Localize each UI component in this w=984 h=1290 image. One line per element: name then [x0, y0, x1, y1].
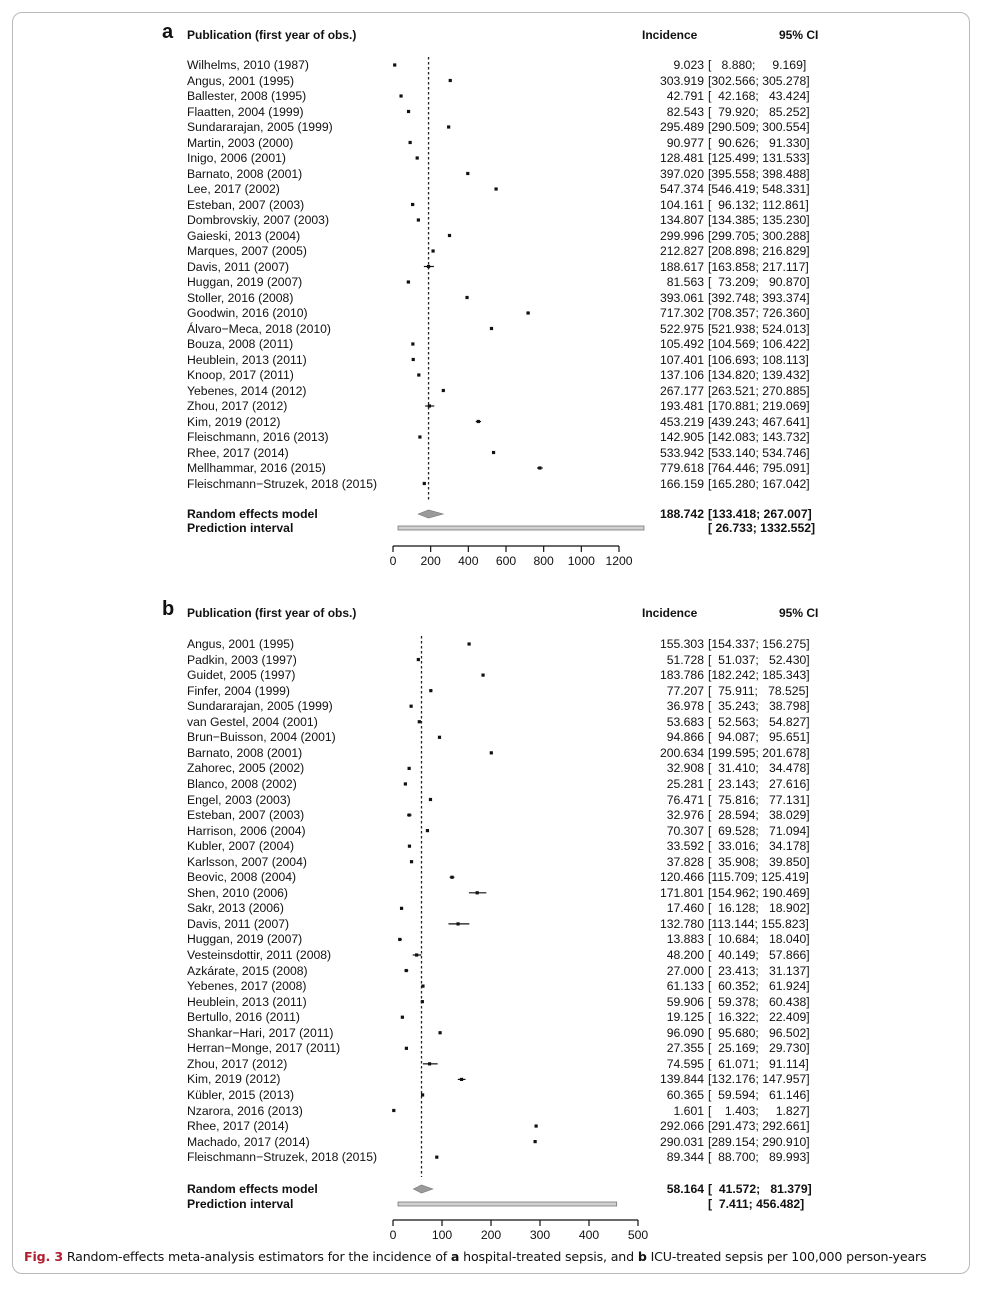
x-tick-label: 200 — [420, 554, 441, 568]
study-label: Zahorec, 2005 (2002) — [187, 761, 305, 776]
study-label: Rhee, 2017 (2014) — [187, 445, 289, 460]
study-ci: [ 52.563; 54.827] — [708, 714, 810, 729]
x-tick-label: 800 — [533, 554, 554, 568]
x-tick-label: 1000 — [567, 554, 595, 568]
study-ci: [ 90.626; 91.330] — [708, 135, 810, 150]
panel-letter-a: a — [162, 21, 174, 43]
study-estimate: 303.919 — [659, 73, 704, 88]
study-estimate: 76.471 — [666, 792, 704, 807]
study-ci: [ 25.169; 29.730] — [708, 1041, 810, 1056]
study-estimate: 292.066 — [659, 1119, 704, 1134]
study-label: Huggan, 2019 (2007) — [187, 932, 303, 947]
study-label: Barnato, 2008 (2001) — [187, 745, 303, 760]
study-point — [438, 736, 441, 739]
study-estimate: 295.489 — [659, 120, 704, 134]
study-ci: [ 35.243; 38.798] — [708, 699, 810, 714]
study-ci: [106.693; 108.113] — [708, 352, 809, 367]
study-estimate: 70.307 — [666, 823, 704, 838]
study-label: Guidet, 2005 (1997) — [187, 668, 296, 683]
study-estimate: 200.634 — [659, 745, 704, 760]
study-point — [421, 985, 424, 988]
study-ci: [ 60.352; 61.924] — [708, 979, 810, 994]
study-label: Kübler, 2015 (2013) — [187, 1087, 295, 1102]
study-label: Angus, 2001 (1995) — [187, 637, 295, 651]
study-label: Beovic, 2008 (2004) — [187, 870, 297, 885]
study-ci: [ 75.911; 78.525] — [708, 683, 809, 698]
study-ci: [ 10.684; 18.040] — [708, 932, 810, 947]
study-label: Inigo, 2006 (2001) — [187, 151, 286, 165]
study-estimate: 94.866 — [666, 730, 704, 745]
study-label: Martin, 2003 (2000) — [187, 135, 294, 150]
study-point — [417, 658, 420, 661]
study-label: Herran−Monge, 2017 (2011) — [187, 1041, 341, 1056]
study-ci: [ 88.700; 89.993] — [708, 1150, 810, 1165]
study-label: Huggan, 2019 (2007) — [187, 275, 303, 289]
study-estimate: 1.601 — [673, 1103, 704, 1118]
study-label: Mellhammar, 2016 (2015) — [187, 461, 326, 475]
study-ci: [125.499; 131.533] — [708, 151, 810, 165]
study-label: Álvaro−Meca, 2018 (2010) — [187, 321, 331, 336]
study-label: Davis, 2011 (2007) — [187, 259, 290, 274]
study-ci: [ 95.680; 96.502] — [708, 1025, 810, 1040]
study-label: Lee, 2017 (2002) — [187, 182, 280, 196]
study-point — [401, 1016, 404, 1019]
study-ci: [ 79.920; 85.252] — [708, 104, 810, 119]
study-label: Shen, 2010 (2006) — [187, 885, 288, 900]
study-label: Karlsson, 2007 (2004) — [187, 854, 307, 869]
model-estimate: 58.164 — [666, 1182, 704, 1196]
study-label: Blanco, 2008 (2002) — [187, 776, 297, 791]
study-estimate: 212.827 — [659, 244, 704, 258]
study-point — [408, 767, 411, 770]
study-label: Machado, 2017 (2014) — [187, 1134, 310, 1149]
study-estimate: 77.207 — [666, 683, 704, 698]
study-ci: [165.280; 167.042] — [708, 476, 810, 491]
study-point — [405, 969, 408, 972]
study-ci: [134.820; 139.432] — [708, 368, 810, 382]
study-ci: [299.705; 300.288] — [708, 228, 810, 243]
study-ci: [395.558; 398.488] — [708, 166, 810, 181]
study-label: Esteban, 2007 (2003) — [187, 808, 305, 823]
caption-mid: hospital-treated sepsis, and — [459, 1249, 638, 1264]
study-ci: [521.938; 524.013] — [708, 321, 810, 336]
study-estimate: 522.975 — [659, 321, 704, 336]
study-point — [428, 1062, 431, 1065]
study-estimate: 74.595 — [666, 1056, 704, 1071]
pooled-diamond — [413, 1185, 433, 1193]
study-ci: [115.709; 125.419] — [708, 870, 809, 885]
study-ci: [104.569; 106.422] — [708, 337, 810, 351]
study-estimate: 188.617 — [659, 259, 704, 274]
study-label: Rhee, 2017 (2014) — [187, 1119, 289, 1134]
study-point — [408, 813, 411, 816]
study-label: Azkárate, 2015 (2008) — [187, 963, 308, 978]
study-estimate: 132.780 — [659, 916, 704, 931]
study-ci: [ 31.410; 34.478] — [708, 761, 810, 776]
study-estimate: 27.000 — [666, 963, 704, 978]
study-label: Heublein, 2013 (2011) — [187, 994, 307, 1009]
study-point — [490, 751, 493, 754]
study-estimate: 137.106 — [659, 368, 704, 382]
study-ci: [546.419; 548.331] — [708, 182, 810, 196]
study-point — [392, 1109, 395, 1112]
prediction-ci: [ 7.411; 456.482] — [708, 1197, 805, 1211]
study-point — [429, 689, 432, 692]
study-label: Engel, 2003 (2003) — [187, 792, 291, 807]
study-estimate: 81.563 — [666, 275, 704, 289]
study-ci: [ 16.128; 18.902] — [708, 901, 810, 916]
study-estimate: 120.466 — [659, 870, 704, 885]
study-label: Yebenes, 2014 (2012) — [187, 383, 307, 398]
study-label: Ballester, 2008 (1995) — [187, 89, 307, 103]
study-ci: [302.566; 305.278] — [708, 73, 810, 88]
study-estimate: 32.908 — [666, 761, 704, 776]
study-label: Sundararajan, 2005 (1999) — [187, 120, 333, 134]
study-label: van Gestel, 2004 (2001) — [187, 714, 318, 729]
study-ci: [ 23.143; 27.616] — [708, 776, 810, 791]
study-label: Dombrovskiy, 2007 (2003) — [187, 213, 330, 227]
study-label: Knoop, 2017 (2011) — [187, 368, 294, 382]
study-ci: [142.083; 143.732] — [708, 430, 810, 444]
study-label: Nzarora, 2016 (2013) — [187, 1103, 303, 1118]
study-point — [429, 798, 432, 801]
study-estimate: 48.200 — [666, 948, 704, 962]
model-ci: [133.418; 267.007] — [708, 507, 812, 521]
study-label: Sakr, 2013 (2006) — [187, 901, 284, 916]
study-estimate: 290.031 — [659, 1134, 704, 1149]
study-estimate: 60.365 — [666, 1087, 704, 1102]
model-label: Random effects model — [187, 507, 318, 521]
study-label: Yebenes, 2017 (2008) — [187, 979, 307, 994]
figure-caption — [24, 1249, 926, 1264]
study-point — [421, 1000, 424, 1003]
study-label: Esteban, 2007 (2003) — [187, 197, 305, 212]
study-ci: [ 94.087; 95.651] — [708, 730, 810, 745]
study-ci: [170.881; 219.069] — [708, 399, 810, 413]
study-point — [426, 829, 429, 832]
x-tick-label: 400 — [458, 554, 479, 568]
study-estimate: 17.460 — [666, 901, 704, 916]
study-estimate: 32.976 — [666, 808, 704, 823]
study-estimate: 453.219 — [659, 414, 704, 429]
study-ci: [ 1.403; 1.827] — [708, 1103, 810, 1118]
prediction-label: Prediction interval — [187, 521, 294, 535]
panel-letter-b: b — [162, 598, 175, 620]
study-point — [438, 1031, 441, 1034]
x-tick-label: 600 — [495, 554, 517, 568]
study-point — [410, 705, 413, 708]
study-label: Kim, 2019 (2012) — [187, 414, 281, 429]
study-point — [534, 1140, 537, 1143]
study-estimate: 155.303 — [659, 637, 704, 651]
study-label: Kubler, 2007 (2004) — [187, 839, 295, 854]
study-label: Barnato, 2008 (2001) — [187, 166, 303, 181]
study-ci: [ 51.037; 52.430] — [708, 652, 810, 667]
ci-column-header: 95% CI — [779, 606, 819, 620]
study-label: Fleischmann, 2016 (2013) — [187, 430, 329, 444]
study-estimate: 547.374 — [659, 182, 704, 196]
estimate-column-header: Incidence — [642, 28, 698, 42]
study-estimate: 134.807 — [659, 213, 704, 227]
study-label: Stoller, 2016 (2008) — [187, 290, 294, 305]
study-ci: [ 59.378; 60.438] — [708, 994, 810, 1009]
study-estimate: 267.177 — [659, 383, 704, 398]
study-label: Marques, 2007 (2005) — [187, 244, 307, 258]
study-ci: [ 35.908; 39.850] — [708, 854, 810, 869]
study-point — [481, 674, 484, 677]
study-estimate: 142.905 — [659, 430, 704, 444]
prediction-ci: [ 26.733; 1332.552] — [708, 521, 816, 535]
ci-column-header: 95% CI — [779, 28, 819, 42]
study-ci: [182.242; 185.343] — [708, 668, 810, 683]
study-ci: [263.521; 270.885] — [708, 383, 810, 398]
study-ci: [ 96.132; 112.861] — [708, 197, 809, 212]
study-label: Goodwin, 2016 (2010) — [187, 306, 308, 320]
study-ci: [ 61.071; 91.114] — [708, 1056, 809, 1071]
study-estimate: 19.125 — [666, 1010, 704, 1025]
study-label: Angus, 2001 (1995) — [187, 73, 295, 88]
study-label: Bouza, 2008 (2011) — [187, 337, 294, 351]
study-ci: [163.858; 217.117] — [708, 259, 809, 274]
study-ci: [ 40.149; 57.866] — [708, 948, 810, 962]
study-point — [410, 860, 413, 863]
study-point — [435, 1156, 438, 1159]
study-estimate: 128.481 — [659, 151, 704, 165]
caption-label: Fig. 3 — [24, 1249, 63, 1264]
study-point — [400, 907, 403, 910]
study-point — [418, 720, 421, 723]
study-point — [535, 1124, 538, 1127]
study-estimate: 171.801 — [659, 885, 704, 900]
study-estimate: 397.020 — [659, 166, 704, 181]
study-label: Flaatten, 2004 (1999) — [187, 104, 304, 119]
study-label: Padkin, 2003 (1997) — [187, 652, 297, 667]
study-point — [450, 876, 453, 879]
study-ci: [289.154; 290.910] — [708, 1134, 810, 1149]
study-ci: [ 73.209; 90.870] — [708, 275, 810, 289]
caption-b: b — [637, 1249, 647, 1264]
study-estimate: 139.844 — [659, 1072, 704, 1087]
study-column-header: Publication (first year of obs.) — [187, 606, 357, 620]
caption-post: ICU-treated sepsis per 100,000 person-years — [646, 1249, 927, 1264]
x-tick-label: 0 — [389, 1228, 397, 1242]
study-estimate: 33.592 — [666, 839, 704, 854]
study-ci: [ 8.880; 9.169] — [708, 58, 807, 72]
x-tick-label: 300 — [529, 1228, 551, 1242]
study-estimate: 96.090 — [666, 1025, 704, 1040]
estimate-column-header: Incidence — [642, 606, 698, 620]
model-ci: [ 41.572; 81.379] — [708, 1182, 812, 1196]
prediction-label: Prediction interval — [187, 1197, 294, 1211]
x-tick-label: 200 — [480, 1228, 502, 1242]
study-label: Bertullo, 2016 (2011) — [187, 1010, 300, 1025]
x-tick-label: 100 — [431, 1228, 453, 1242]
study-estimate: 717.302 — [659, 306, 704, 320]
study-estimate: 61.133 — [666, 979, 704, 994]
study-ci: [290.509; 300.554] — [708, 120, 810, 134]
study-ci: [392.748; 393.374] — [708, 290, 810, 305]
study-ci: [132.176; 147.957] — [708, 1072, 810, 1087]
study-estimate: 193.481 — [659, 399, 704, 413]
study-label: Wilhelms, 2010 (1987) — [187, 58, 309, 72]
study-estimate: 9.023 — [673, 58, 704, 72]
study-point — [456, 922, 459, 925]
study-estimate: 183.786 — [659, 668, 704, 683]
study-ci: [199.595; 201.678] — [708, 745, 810, 760]
study-ci: [ 69.528; 71.094] — [708, 823, 810, 838]
study-column-header: Publication (first year of obs.) — [187, 28, 357, 42]
study-point — [398, 938, 401, 941]
study-point — [415, 953, 418, 956]
study-estimate: 166.159 — [659, 476, 704, 491]
study-point — [404, 782, 407, 785]
study-ci: [ 16.322; 22.409] — [708, 1010, 810, 1025]
study-estimate: 36.978 — [666, 699, 704, 714]
study-ci: [113.144; 155.823] — [708, 916, 809, 931]
study-estimate: 42.791 — [666, 89, 704, 103]
study-estimate: 105.492 — [659, 337, 704, 351]
study-point — [421, 1093, 424, 1096]
study-label: Harrison, 2006 (2004) — [187, 823, 306, 838]
x-tick-label: 400 — [578, 1228, 600, 1242]
study-label: Fleischmann−Struzek, 2018 (2015) — [187, 476, 378, 491]
study-estimate: 107.401 — [659, 352, 704, 367]
study-estimate: 104.161 — [659, 197, 704, 212]
x-tick-label: 500 — [627, 1228, 649, 1242]
study-label: Sundararajan, 2005 (1999) — [187, 699, 333, 714]
study-ci: [ 59.594; 61.146] — [708, 1087, 810, 1102]
study-label: Shankar−Hari, 2017 (2011) — [187, 1025, 334, 1040]
study-ci: [439.243; 467.641] — [708, 414, 810, 429]
study-estimate: 37.828 — [666, 854, 704, 869]
study-estimate: 393.061 — [659, 290, 704, 305]
study-ci: [134.385; 135.230] — [708, 213, 810, 227]
study-estimate: 53.683 — [666, 714, 704, 729]
study-estimate: 59.906 — [666, 994, 704, 1009]
study-estimate: 51.728 — [666, 652, 704, 667]
study-point — [460, 1078, 463, 1081]
study-ci: [ 33.016; 34.178] — [708, 839, 810, 854]
study-ci: [708.357; 726.360] — [708, 306, 810, 320]
model-label: Random effects model — [187, 1182, 318, 1196]
study-label: Zhou, 2017 (2012) — [187, 1056, 288, 1071]
study-estimate: 90.977 — [666, 135, 704, 150]
x-tick-label: 1200 — [605, 554, 633, 568]
study-ci: [ 23.413; 31.137] — [708, 963, 810, 978]
study-label: Vesteinsdottir, 2011 (2008) — [187, 948, 332, 962]
study-ci: [154.962; 190.469] — [708, 885, 810, 900]
study-estimate: 299.996 — [659, 228, 704, 243]
x-tick-label: 0 — [389, 554, 397, 568]
study-ci: [ 28.594; 38.029] — [708, 808, 810, 823]
model-estimate: 188.742 — [659, 507, 704, 521]
study-point — [467, 642, 470, 645]
study-label: Brun−Buisson, 2004 (2001) — [187, 730, 336, 745]
study-ci: [154.337; 156.275] — [708, 637, 810, 651]
study-point — [405, 1047, 408, 1050]
study-estimate: 533.942 — [659, 445, 704, 460]
study-estimate: 89.344 — [666, 1150, 704, 1165]
study-ci: [ 75.816; 77.131] — [708, 792, 810, 807]
study-label: Gaieski, 2013 (2004) — [187, 228, 301, 243]
caption-pre: Random-effects meta-analysis estimators for the incidence of — [62, 1249, 451, 1264]
study-ci: [208.898; 216.829] — [708, 244, 810, 258]
study-ci: [ 42.168; 43.424] — [708, 89, 810, 103]
study-label: Zhou, 2017 (2012) — [187, 399, 288, 413]
prediction-bar — [398, 1202, 617, 1206]
study-point — [476, 891, 479, 894]
study-ci: [533.140; 534.746] — [708, 445, 810, 460]
study-estimate: 27.355 — [666, 1041, 704, 1056]
study-label: Heublein, 2013 (2011) — [187, 352, 307, 367]
study-label: Fleischmann−Struzek, 2018 (2015) — [187, 1150, 378, 1165]
study-ci: [764.446; 795.091] — [708, 461, 810, 475]
study-estimate: 13.883 — [666, 932, 704, 947]
study-label: Kim, 2019 (2012) — [187, 1072, 281, 1087]
study-estimate: 25.281 — [666, 776, 704, 791]
caption-a: a — [450, 1249, 460, 1264]
study-estimate: 779.618 — [659, 461, 704, 475]
study-label: Davis, 2011 (2007) — [187, 916, 290, 931]
study-ci: [291.473; 292.661] — [708, 1119, 810, 1134]
study-label: Finfer, 2004 (1999) — [187, 683, 290, 698]
study-point — [408, 845, 411, 848]
study-estimate: 82.543 — [666, 104, 704, 119]
